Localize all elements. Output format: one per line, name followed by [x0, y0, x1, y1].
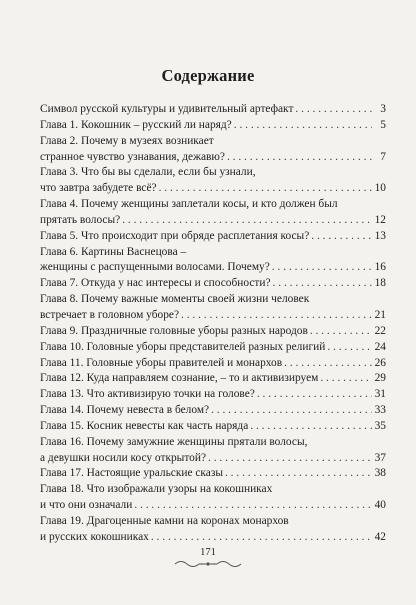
dot-leader — [273, 276, 372, 292]
toc-page-number: 42 — [374, 530, 386, 543]
toc-line — [40, 498, 386, 514]
toc-line — [40, 387, 386, 403]
dot-leader — [151, 530, 372, 546]
toc-line-text: Глава 8. Почему важные моменты своей жизни человек — [40, 293, 310, 306]
toc-page-number: 5 — [380, 118, 386, 131]
dot-leader — [250, 419, 372, 435]
toc-line — [40, 229, 386, 245]
page-title: Содержание — [161, 66, 255, 85]
page-number: 171 — [200, 547, 216, 558]
toc-line-text: Глава 11. Головные уборы правителей и монархов — [40, 356, 283, 369]
toc-page-number: 26 — [374, 356, 386, 369]
toc-line-text: Глава 17. Настоящие уральские сказы — [40, 467, 223, 480]
toc-page-number: 33 — [374, 404, 386, 417]
toc-line — [40, 340, 386, 356]
dot-leader — [295, 102, 372, 118]
toc-line — [40, 530, 386, 546]
toc-line — [40, 150, 386, 166]
toc-line-text: Глава 10. Головные уборы представителей разных религий — [40, 340, 326, 353]
dot-leader — [272, 260, 372, 276]
toc-line — [40, 435, 386, 451]
dot-leader — [159, 181, 372, 197]
toc-page-number: 7 — [380, 150, 386, 163]
toc-line-text: Глава 15. Косник невесты как часть наряда — [40, 419, 249, 432]
toc-page-number: 12 — [374, 213, 386, 226]
toc-page-number: 37 — [374, 451, 386, 464]
toc-page-number: 3 — [380, 103, 386, 115]
toc-line — [40, 308, 386, 324]
toc-line — [40, 181, 386, 197]
toc-line-text: женщины с распущенными волосами. Почему? — [40, 261, 270, 274]
dot-leader — [284, 356, 372, 372]
dot-leader — [311, 229, 372, 245]
toc-page-number: 10 — [374, 182, 386, 195]
toc-line — [40, 419, 386, 435]
toc-line-text: Глава 7. Откуда у нас интересы и способности? — [40, 277, 271, 290]
toc-line-text: Глава 14. Почему невеста в белом? — [40, 404, 210, 417]
toc-line — [40, 165, 386, 181]
dot-leader — [208, 451, 372, 467]
toc-line-text: Глава 16. Почему замужние женщины прятали волосы, — [40, 435, 308, 448]
toc-line — [40, 324, 386, 340]
dot-leader — [327, 340, 372, 356]
toc-line — [40, 134, 386, 150]
toc-line — [40, 102, 386, 118]
toc-line-text: Глава 3. Что бы вы сделали, если бы узнали, — [40, 166, 256, 179]
toc-line — [40, 292, 386, 308]
dot-leader — [225, 466, 372, 482]
dot-leader — [234, 118, 372, 134]
toc-line — [40, 260, 386, 276]
decorative-flourish-icon — [173, 559, 243, 569]
toc-line-text: что завтра забудете всё? — [40, 182, 157, 195]
toc-page-number: 21 — [374, 308, 386, 321]
toc-line-text: Глава 19. Драгоценные камни на коронах монархов — [40, 514, 289, 527]
toc-line-text: Глава 9. Праздничные головные уборы разных народов — [40, 324, 308, 337]
dot-leader — [181, 308, 372, 324]
toc-line-text: встречает в головном уборе? — [40, 308, 180, 321]
toc-line-text: Глава 5. Что происходит при обряде расплетания косы? — [40, 229, 310, 242]
toc-line-text: Глава 12. Куда направляем сознание, – то и активизируем — [40, 372, 319, 385]
toc-page-number: 29 — [374, 372, 386, 385]
toc-page-number: 22 — [374, 324, 386, 337]
toc-line-text: прятать волосы? — [40, 213, 121, 226]
toc-line — [40, 451, 386, 467]
toc-page-number: 31 — [374, 388, 386, 401]
toc-line-text: Символ русской культуры и удивительный артефакт — [40, 103, 294, 115]
toc-line — [40, 466, 386, 482]
dot-leader — [257, 387, 372, 403]
toc-line — [40, 213, 386, 229]
dot-leader — [227, 150, 372, 166]
toc-line-text: Глава 6. Картины Васнецова – — [40, 245, 187, 258]
toc-line — [40, 356, 386, 372]
toc-page-number: 16 — [374, 261, 386, 274]
toc-page-number: 38 — [374, 467, 386, 480]
toc-line — [40, 197, 386, 213]
toc-line — [40, 276, 386, 292]
toc-line-text: и русских кокошниках — [40, 530, 149, 543]
table-of-contents — [40, 102, 386, 546]
toc-line — [40, 482, 386, 498]
toc-line — [40, 514, 386, 530]
toc-page-number: 24 — [374, 340, 386, 353]
page-footer — [0, 547, 416, 569]
toc-line-text: а девушки носили косу открытой? — [40, 451, 207, 464]
toc-line-text: Глава 4. Почему женщины заплетали косы, и кто должен был — [40, 198, 338, 211]
toc-page-number: 40 — [374, 499, 386, 512]
dot-leader — [134, 498, 372, 514]
toc-line-text: Глава 18. Что изображали узоры на кокошниках — [40, 483, 273, 496]
toc-line — [40, 118, 386, 134]
toc-page-number: 18 — [374, 277, 386, 290]
toc-line-text: странное чувство узнавания, дежавю? — [40, 150, 225, 163]
toc-line-text: Глава 1. Кокошник – русский ли наряд? — [40, 118, 232, 131]
dot-leader — [320, 371, 372, 387]
toc-page-number: 13 — [374, 229, 386, 242]
toc-line — [40, 371, 386, 387]
dot-leader — [310, 324, 372, 340]
dot-leader — [211, 403, 372, 419]
toc-line-text: Глава 2. Почему в музеях возникает — [40, 134, 214, 147]
toc-line — [40, 403, 386, 419]
dot-leader — [122, 213, 372, 229]
toc-line — [40, 245, 386, 261]
toc-page-number: 35 — [374, 419, 386, 432]
toc-line-text: и что они означали — [40, 499, 133, 512]
toc-line-text: Глава 13. Что активизирую точки на голове? — [40, 388, 255, 401]
